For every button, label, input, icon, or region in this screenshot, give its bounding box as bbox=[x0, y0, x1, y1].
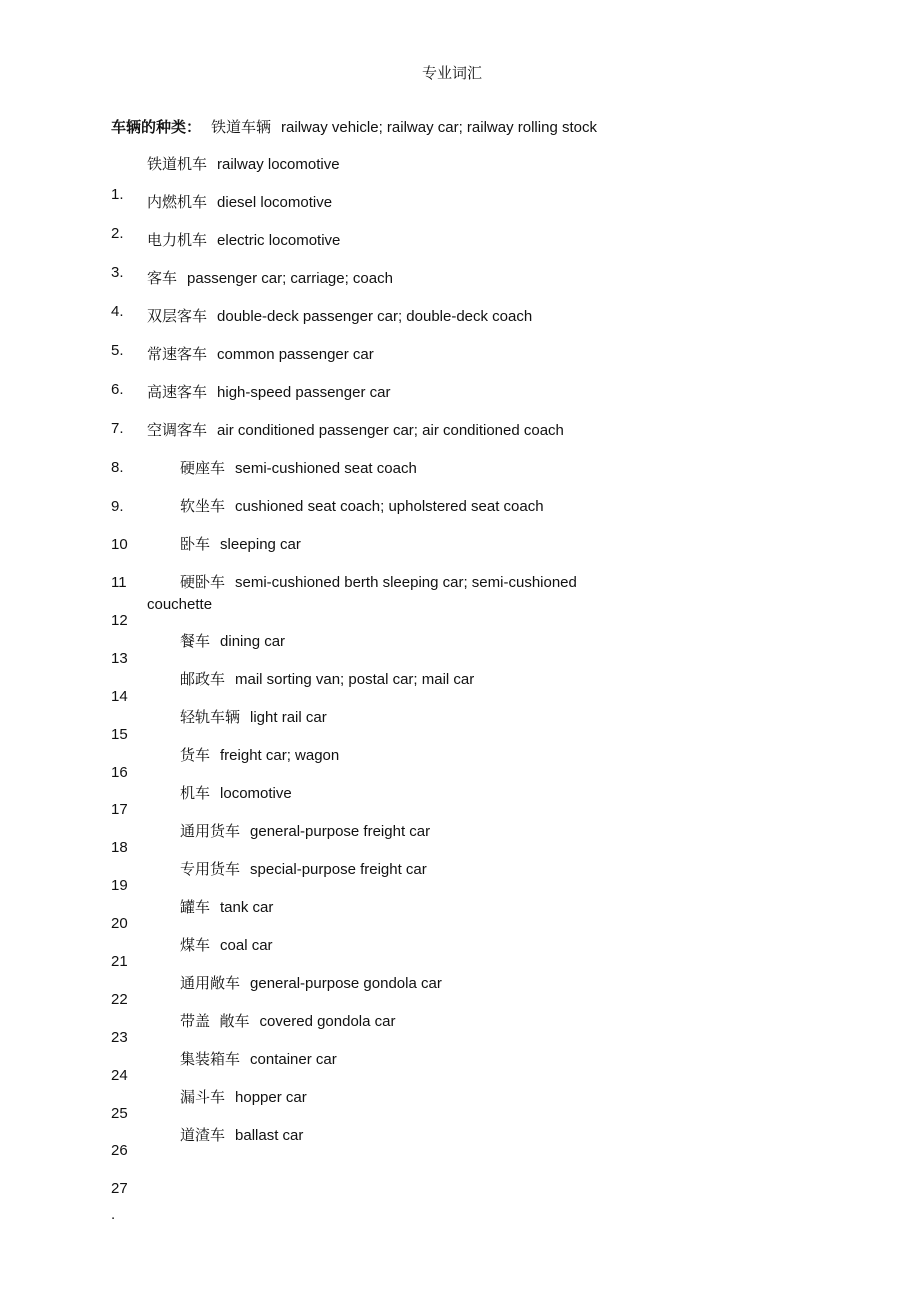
entry-term-zh: 货车 bbox=[180, 746, 211, 764]
line-number: 13 bbox=[111, 650, 128, 667]
entry-term-zh: 道渣车 bbox=[180, 1126, 226, 1144]
entry-term-zh: 双层客车 bbox=[147, 307, 208, 325]
entry-term-en: container car bbox=[250, 1051, 337, 1068]
entry-term-zh: 卧车 bbox=[180, 535, 211, 553]
header-term-en: railway vehicle; railway car; railway rolling stock bbox=[281, 119, 597, 136]
vocab-entry bbox=[180, 668, 474, 691]
entry-term-en: common passenger car bbox=[217, 346, 374, 363]
vocab-entry bbox=[180, 972, 442, 995]
entry-term-zh: 漏斗车 bbox=[180, 1088, 226, 1106]
line-number: 26 bbox=[111, 1142, 128, 1159]
vocab-entry bbox=[147, 191, 332, 214]
vocab-entry bbox=[147, 267, 393, 290]
vocab-entry bbox=[147, 343, 374, 366]
entry-term-en: double-deck passenger car; double-deck coach bbox=[217, 308, 533, 325]
vocab-entry bbox=[180, 533, 301, 556]
vocab-entry bbox=[180, 495, 544, 518]
entry-term-en: electric locomotive bbox=[217, 232, 341, 249]
entry-term-en: sleeping car bbox=[220, 536, 301, 553]
line-number: 17 bbox=[111, 801, 128, 818]
line-number: 2. bbox=[111, 225, 124, 242]
entry-term-en: semi-cushioned berth sleeping car; semi-cushioned couchette bbox=[147, 574, 577, 613]
vocab-entry bbox=[180, 820, 430, 843]
entry-term-zh: 轻轨车辆 bbox=[180, 708, 241, 726]
line-number: 15 bbox=[111, 726, 128, 743]
entry-term-zh: 餐车 bbox=[180, 632, 211, 650]
line-number: 8. bbox=[111, 459, 124, 476]
vocab-entry bbox=[147, 419, 564, 442]
entry-term-en: tank car bbox=[220, 899, 274, 916]
vocab-entry bbox=[180, 630, 285, 653]
vocab-entry bbox=[180, 1010, 395, 1033]
vocab-entry bbox=[180, 1124, 303, 1147]
entry-term-en: coal car bbox=[220, 937, 273, 954]
line-number: 1. bbox=[111, 186, 124, 203]
line-number: 7. bbox=[111, 420, 124, 437]
vocab-entry bbox=[180, 1048, 337, 1071]
entry-term-zh: 机车 bbox=[180, 784, 211, 802]
entry-term-zh: 空调客车 bbox=[147, 421, 208, 439]
entry-term-en: cushioned seat coach; upholstered seat coach bbox=[235, 498, 544, 515]
line-number: 10 bbox=[111, 536, 128, 553]
entry-term-en: covered gondola car bbox=[259, 1013, 396, 1030]
entry-term-zh: 常速客车 bbox=[147, 345, 208, 363]
entry-term-zh: 邮政车 bbox=[180, 670, 226, 688]
line-number: 12 bbox=[111, 612, 128, 629]
vocab-entry bbox=[180, 744, 339, 767]
line-number: 25 bbox=[111, 1105, 128, 1122]
entry-term-zh: 集装箱车 bbox=[180, 1050, 241, 1068]
line-number: 24 bbox=[111, 1067, 128, 1084]
entry-term-en: freight car; wagon bbox=[220, 747, 340, 764]
entry-term-zh: 软坐车 bbox=[180, 497, 226, 515]
line-number: 9. bbox=[111, 498, 124, 515]
line-number: 5. bbox=[111, 342, 124, 359]
entry-term-en: special-purpose freight car bbox=[250, 861, 427, 878]
entry-term-en: light rail car bbox=[250, 709, 327, 726]
line-number: 20 bbox=[111, 915, 128, 932]
line-number: 21 bbox=[111, 953, 128, 970]
entry-term-zh: 硬座车 bbox=[180, 459, 226, 477]
entry-term-en: hopper car bbox=[235, 1089, 307, 1106]
vocab-entry bbox=[180, 858, 427, 881]
line-number: 27 bbox=[111, 1180, 128, 1197]
entry-term-zh: 内燃机车 bbox=[147, 193, 208, 211]
vocab-entry bbox=[180, 934, 273, 957]
vocab-entry bbox=[180, 782, 292, 805]
entry-term-en: locomotive bbox=[220, 785, 292, 802]
header-line bbox=[111, 116, 597, 137]
entry-term-zh: 带盖 敞车 bbox=[180, 1012, 250, 1030]
line-number: 4. bbox=[111, 303, 124, 320]
entry-term-en: general-purpose gondola car bbox=[250, 975, 442, 992]
entry-term-en: general-purpose freight car bbox=[250, 823, 431, 840]
vocab-entry bbox=[180, 457, 417, 480]
entry-term-zh: 罐车 bbox=[180, 898, 211, 916]
vocab-entry bbox=[147, 229, 340, 252]
entry-term-en: railway locomotive bbox=[217, 156, 340, 173]
entry-term-zh: 电力机车 bbox=[147, 231, 208, 249]
entry-term-zh: 硬卧车 bbox=[180, 573, 226, 591]
entry-term-en: air conditioned passenger car; air conditioned coach bbox=[217, 422, 564, 439]
entry-term-en: dining car bbox=[220, 633, 286, 650]
entry-term-en: semi-cushioned seat coach bbox=[235, 460, 417, 477]
page-title: 专业词汇 bbox=[421, 65, 482, 82]
line-number: 23 bbox=[111, 1029, 128, 1046]
vocab-entry bbox=[180, 1086, 307, 1109]
line-number: 19 bbox=[111, 877, 128, 894]
entry-term-en: mail sorting van; postal car; mail car bbox=[235, 671, 475, 688]
vocab-entry bbox=[147, 381, 390, 404]
entry-term-zh: 铁道机车 bbox=[147, 155, 208, 173]
line-number: 18 bbox=[111, 839, 128, 856]
vocab-entry bbox=[180, 896, 273, 919]
entry-term-en: diesel locomotive bbox=[217, 194, 333, 211]
entry-term-en: passenger car; carriage; coach bbox=[187, 270, 393, 287]
entry-term-zh: 煤车 bbox=[180, 936, 211, 954]
entry-term-zh: 高速客车 bbox=[147, 383, 208, 401]
vocab-entry bbox=[147, 153, 340, 176]
entry-term-zh: 客车 bbox=[147, 269, 178, 287]
line-number: 22 bbox=[111, 991, 128, 1008]
line-number: 3. bbox=[111, 264, 124, 281]
entry-term-en: ballast car bbox=[235, 1127, 304, 1144]
vocab-entry bbox=[147, 571, 617, 616]
header-term-zh: 铁道车辆 bbox=[211, 118, 272, 136]
line-number: 14 bbox=[111, 688, 128, 705]
line-number: 16 bbox=[111, 764, 128, 781]
line-number: 11 bbox=[111, 574, 127, 591]
entry-term-zh: 专用货车 bbox=[180, 860, 241, 878]
vocab-entry bbox=[147, 305, 532, 328]
line-number: 6. bbox=[111, 381, 124, 398]
entry-term-zh: 通用敞车 bbox=[180, 974, 241, 992]
entry-term-zh: 通用货车 bbox=[180, 822, 241, 840]
line-number: . bbox=[111, 1206, 116, 1223]
vocab-entry bbox=[180, 706, 327, 729]
category-label: 车辆的种类： bbox=[111, 118, 202, 136]
entry-term-en: high-speed passenger car bbox=[217, 384, 391, 401]
